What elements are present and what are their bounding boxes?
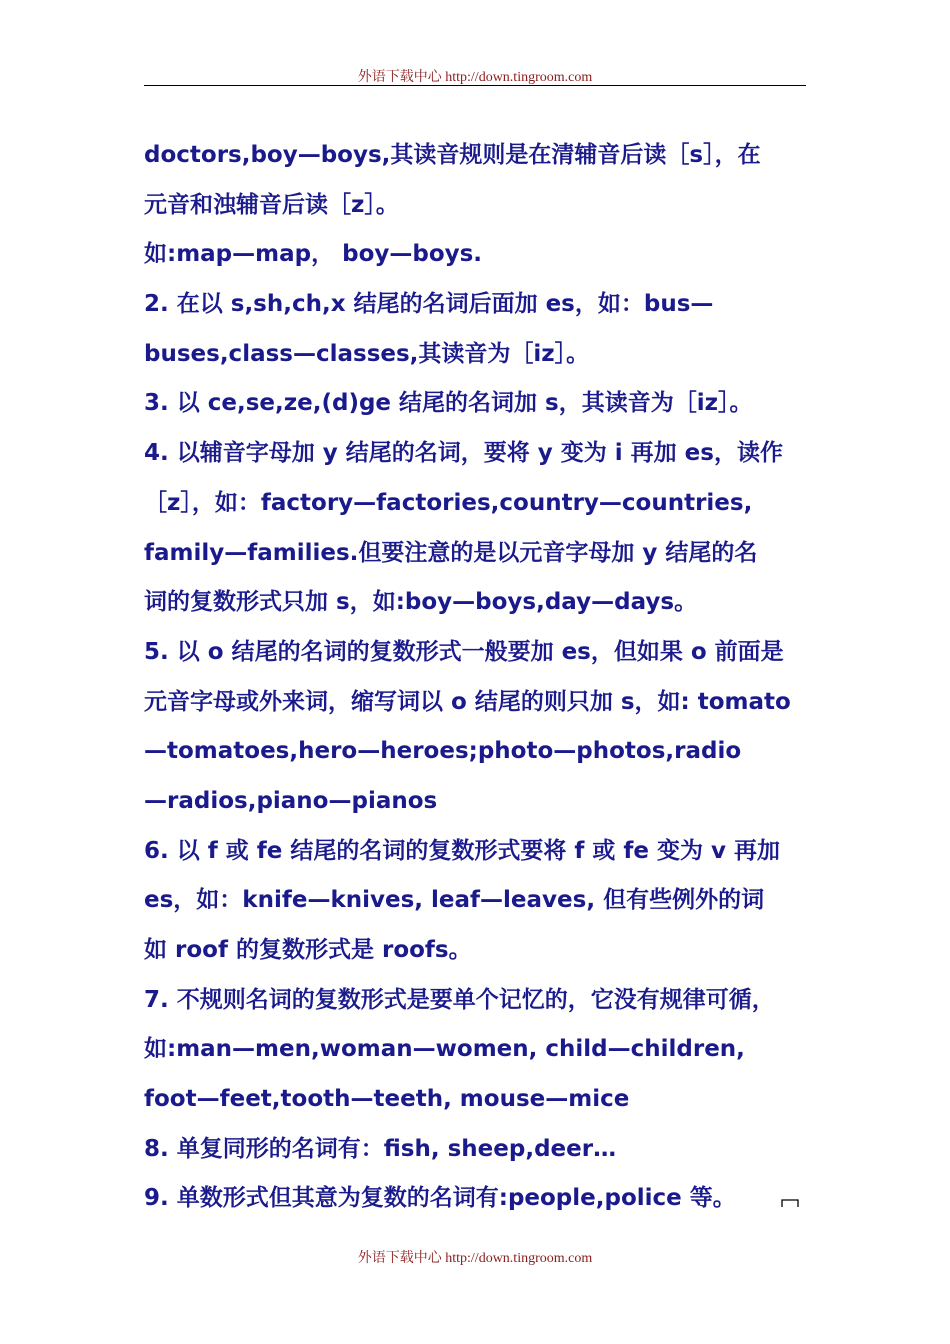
text-line: —radios,piano—pianos — [144, 787, 438, 814]
text-line: 如:map—map， boy—boys. — [144, 241, 483, 268]
text-line: 9. 单数形式但其意为复数的名词有:people,police 等。 — [144, 1185, 736, 1212]
text-line: foot—feet,tooth—teeth, mouse—mice — [144, 1086, 630, 1113]
text-line: 如 roof 的复数形式是 roofs。 — [144, 937, 472, 963]
body-text — [144, 131, 808, 1224]
text-line: 7. 不规则名词的复数形式是要单个记忆的，它没有规律可循， — [144, 986, 775, 1013]
text-line: 5. 以 o 结尾的名词的复数形式一般要加 es，但如果 o 前面是 — [144, 638, 784, 665]
text-line: 2. 在以 s,sh,ch,x 结尾的名词后面加 es，如：bus— — [144, 291, 714, 318]
text-end-bracket-icon — [781, 1198, 799, 1208]
page-footer: 外语下载中心 http://down.tingroom.com — [357, 1251, 593, 1266]
text-line: family—families.但要注意的是以元音字母加 y 结尾的名 — [144, 539, 758, 566]
text-line: ［z］，如：factory—factories,country—countries, — [144, 489, 753, 516]
text-line: 元音字母或外来词，缩写词以 o 结尾的则只加 s，如: tomato — [144, 688, 791, 715]
text-line: 如:man—men,woman—women, child—children, — [144, 1036, 745, 1063]
text-line: buses,class—classes,其读音为［iz］。 — [144, 340, 590, 367]
text-line: es，如：knife—knives, leaf—leaves, 但有些例外的词 — [144, 887, 765, 914]
text-line: 4. 以辅音字母加 y 结尾的名词，要将 y 变为 i 再加 es，读作 — [144, 440, 783, 467]
text-line: doctors,boy—boys,其读音规则是在清辅音后读［s］，在 — [144, 142, 761, 168]
text-line: 词的复数形式只加 s，如:boy—boys,day—days。 — [144, 589, 698, 616]
page-header: 外语下载中心 http://down.tingroom.com — [357, 70, 593, 85]
text-line: —tomatoes,hero—heroes;photo—photos,radio — [144, 738, 742, 765]
text-line: 8. 单复同形的名词有：fish, sheep,deer… — [144, 1135, 617, 1162]
text-line: 3. 以 ce,se,ze,(d)ge 结尾的名词加 s，其读音为［iz］。 — [144, 390, 753, 417]
text-line: 元音和浊辅音后读［z］。 — [144, 191, 399, 218]
header-divider — [144, 85, 806, 86]
text-line: 6. 以 f 或 fe 结尾的名词的复数形式要将 f 或 fe 变为 v 再加 — [144, 837, 781, 864]
